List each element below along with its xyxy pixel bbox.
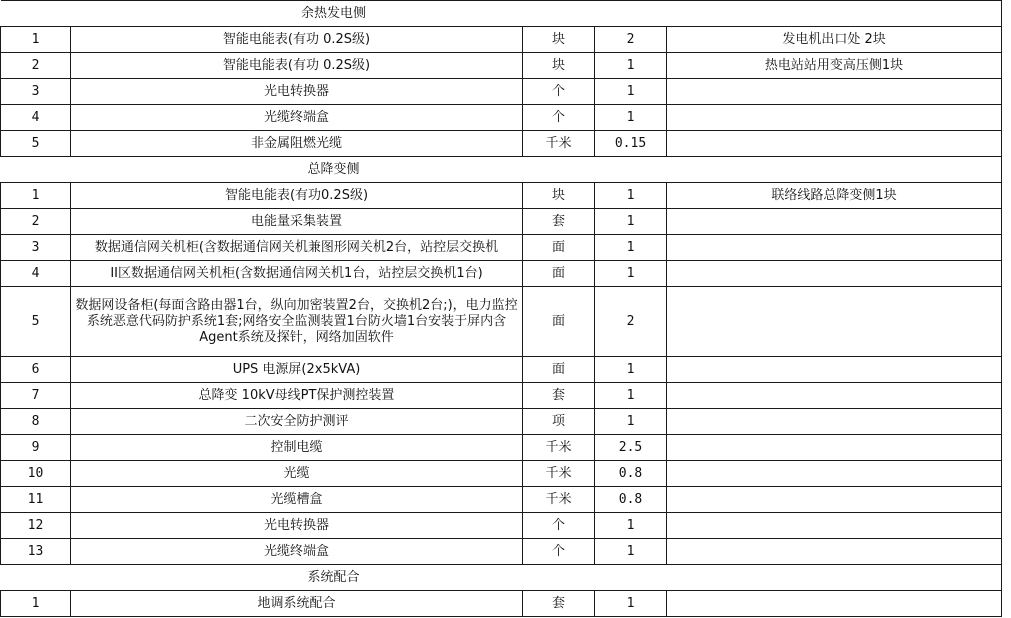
- unit-cell[interactable]: 个: [523, 513, 595, 539]
- unit-cell[interactable]: 套: [523, 591, 595, 617]
- table-row: [1, 235, 1002, 261]
- row-number-cell[interactable]: 1: [1, 183, 71, 209]
- quantity-cell[interactable]: 1: [595, 105, 667, 131]
- item-name-cell[interactable]: 总降变 10kV母线PT保护测控装置: [71, 383, 523, 409]
- section-title-tail[interactable]: [667, 1, 1002, 27]
- section-header-row: [1, 157, 1002, 183]
- unit-cell[interactable]: 千米: [523, 435, 595, 461]
- section-title[interactable]: 总降变侧: [1, 157, 667, 183]
- quantity-cell[interactable]: 2: [595, 27, 667, 53]
- unit-cell[interactable]: 套: [523, 383, 595, 409]
- row-number-cell[interactable]: 11: [1, 487, 71, 513]
- row-number-cell[interactable]: 4: [1, 261, 71, 287]
- table-row: [1, 357, 1002, 383]
- row-number-cell[interactable]: 9: [1, 435, 71, 461]
- unit-cell[interactable]: 个: [523, 105, 595, 131]
- row-number-cell[interactable]: 13: [1, 539, 71, 565]
- item-name-cell[interactable]: 非金属阻燃光缆: [71, 131, 523, 157]
- item-name-cell[interactable]: 光缆槽盒: [71, 487, 523, 513]
- table-row: [1, 27, 1002, 53]
- quantity-cell[interactable]: 1: [595, 261, 667, 287]
- quantity-cell[interactable]: 0.8: [595, 487, 667, 513]
- note-cell[interactable]: 联络线路总降变侧1块: [667, 183, 1002, 209]
- table-row: [1, 183, 1002, 209]
- item-name-cell[interactable]: 数据通信网关机柜(含数据通信网关机兼图形网关机2台，站控层交换机: [71, 235, 523, 261]
- unit-cell[interactable]: 面: [523, 357, 595, 383]
- table-row: [1, 461, 1002, 487]
- unit-cell[interactable]: 千米: [523, 461, 595, 487]
- unit-cell[interactable]: 千米: [523, 131, 595, 157]
- row-number-cell[interactable]: 10: [1, 461, 71, 487]
- note-cell[interactable]: [667, 591, 1002, 617]
- note-cell[interactable]: 热电站站用变高压侧1块: [667, 53, 1002, 79]
- unit-cell[interactable]: 面: [523, 287, 595, 357]
- item-name-cell[interactable]: 光缆: [71, 461, 523, 487]
- section-header-row: [1, 1, 1002, 27]
- note-cell[interactable]: [667, 79, 1002, 105]
- note-cell[interactable]: [667, 539, 1002, 565]
- item-name-cell[interactable]: 控制电缆: [71, 435, 523, 461]
- row-number-cell[interactable]: 1: [1, 27, 71, 53]
- row-number-cell[interactable]: 8: [1, 409, 71, 435]
- item-name-cell[interactable]: 智能电能表(有功 0.2S级): [71, 27, 523, 53]
- item-name-cell[interactable]: UPS 电源屏(2x5kVA): [71, 357, 523, 383]
- note-cell[interactable]: [667, 409, 1002, 435]
- row-number-cell[interactable]: 6: [1, 357, 71, 383]
- unit-cell[interactable]: 千米: [523, 487, 595, 513]
- row-number-cell[interactable]: 12: [1, 513, 71, 539]
- quantity-cell[interactable]: 1: [595, 183, 667, 209]
- table-row: [1, 539, 1002, 565]
- row-number-cell[interactable]: 5: [1, 287, 71, 357]
- unit-cell[interactable]: 个: [523, 79, 595, 105]
- note-cell[interactable]: [667, 357, 1002, 383]
- item-name-cell[interactable]: 智能电能表(有功0.2S级): [71, 183, 523, 209]
- table-row: [1, 79, 1002, 105]
- table-row: [1, 513, 1002, 539]
- item-name-cell[interactable]: 二次安全防护测评: [71, 409, 523, 435]
- table-row: [1, 53, 1002, 79]
- item-name-cell[interactable]: II区数据通信网关机柜(含数据通信网关机1台，站控层交换机1台): [71, 261, 523, 287]
- table-row: [1, 209, 1002, 235]
- row-number-cell[interactable]: 3: [1, 79, 71, 105]
- item-name-cell[interactable]: 光电转换器: [71, 79, 523, 105]
- section-title[interactable]: 余热发电侧: [1, 1, 667, 27]
- item-name-cell[interactable]: 光缆终端盒: [71, 105, 523, 131]
- item-name-cell[interactable]: 电能量采集装置: [71, 209, 523, 235]
- section-header-row: [1, 565, 1002, 591]
- note-cell[interactable]: [667, 461, 1002, 487]
- note-cell[interactable]: [667, 513, 1002, 539]
- quantity-cell[interactable]: 2: [595, 287, 667, 357]
- row-number-cell[interactable]: 2: [1, 53, 71, 79]
- note-cell[interactable]: [667, 131, 1002, 157]
- quantity-cell[interactable]: 2.5: [595, 435, 667, 461]
- unit-cell[interactable]: 个: [523, 539, 595, 565]
- table-row: [1, 287, 1002, 357]
- table-row: [1, 105, 1002, 131]
- table-row: [1, 487, 1002, 513]
- unit-cell[interactable]: 项: [523, 409, 595, 435]
- section-title[interactable]: 系统配合: [1, 565, 667, 591]
- table-row: [1, 591, 1002, 617]
- note-cell[interactable]: [667, 487, 1002, 513]
- section-title-tail[interactable]: [667, 565, 1002, 591]
- table-row: [1, 131, 1002, 157]
- quantity-cell[interactable]: 0.8: [595, 461, 667, 487]
- quantity-cell[interactable]: 1: [595, 409, 667, 435]
- item-name-cell[interactable]: 智能电能表(有功 0.2S级): [71, 53, 523, 79]
- quantity-cell[interactable]: 1: [595, 513, 667, 539]
- quantity-cell[interactable]: 1: [595, 591, 667, 617]
- table-row: [1, 261, 1002, 287]
- quantity-cell[interactable]: 0.15: [595, 131, 667, 157]
- quantity-cell[interactable]: 1: [595, 53, 667, 79]
- row-number-cell[interactable]: 3: [1, 235, 71, 261]
- row-number-cell[interactable]: 5: [1, 131, 71, 157]
- quantity-cell[interactable]: 1: [595, 539, 667, 565]
- item-name-cell[interactable]: 光电转换器: [71, 513, 523, 539]
- quantity-cell[interactable]: 1: [595, 79, 667, 105]
- note-cell[interactable]: [667, 261, 1002, 287]
- row-number-cell[interactable]: 7: [1, 383, 71, 409]
- quantity-cell[interactable]: 1: [595, 209, 667, 235]
- note-cell[interactable]: [667, 105, 1002, 131]
- section-title-tail[interactable]: [667, 157, 1002, 183]
- note-cell[interactable]: [667, 383, 1002, 409]
- table-row: [1, 409, 1002, 435]
- table-row: [1, 435, 1002, 461]
- item-name-cell[interactable]: 光缆终端盒: [71, 539, 523, 565]
- item-name-cell[interactable]: 数据网设备柜(每面含路由器1台，纵向加密装置2台，交换机2台;)，电力监控系统恶意代码防护系统1套;网络安全监测装置1台防火墙1台安装于屏内含Agent系统及探针，网络加固软件: [71, 287, 523, 357]
- quantity-cell[interactable]: 1: [595, 357, 667, 383]
- note-cell[interactable]: [667, 209, 1002, 235]
- unit-cell[interactable]: 套: [523, 209, 595, 235]
- note-cell[interactable]: 发电机出口处 2块: [667, 27, 1002, 53]
- unit-cell[interactable]: 面: [523, 235, 595, 261]
- row-number-cell[interactable]: 4: [1, 105, 71, 131]
- unit-cell[interactable]: 块: [523, 27, 595, 53]
- quantity-cell[interactable]: 1: [595, 235, 667, 261]
- quantity-cell[interactable]: 1: [595, 383, 667, 409]
- note-cell[interactable]: [667, 435, 1002, 461]
- unit-cell[interactable]: 块: [523, 183, 595, 209]
- table-row: [1, 383, 1002, 409]
- note-cell[interactable]: [667, 235, 1002, 261]
- unit-cell[interactable]: 块: [523, 53, 595, 79]
- row-number-cell[interactable]: 1: [1, 591, 71, 617]
- note-cell[interactable]: [667, 287, 1002, 357]
- row-number-cell[interactable]: 2: [1, 209, 71, 235]
- item-name-cell[interactable]: 地调系统配合: [71, 591, 523, 617]
- unit-cell[interactable]: 面: [523, 261, 595, 287]
